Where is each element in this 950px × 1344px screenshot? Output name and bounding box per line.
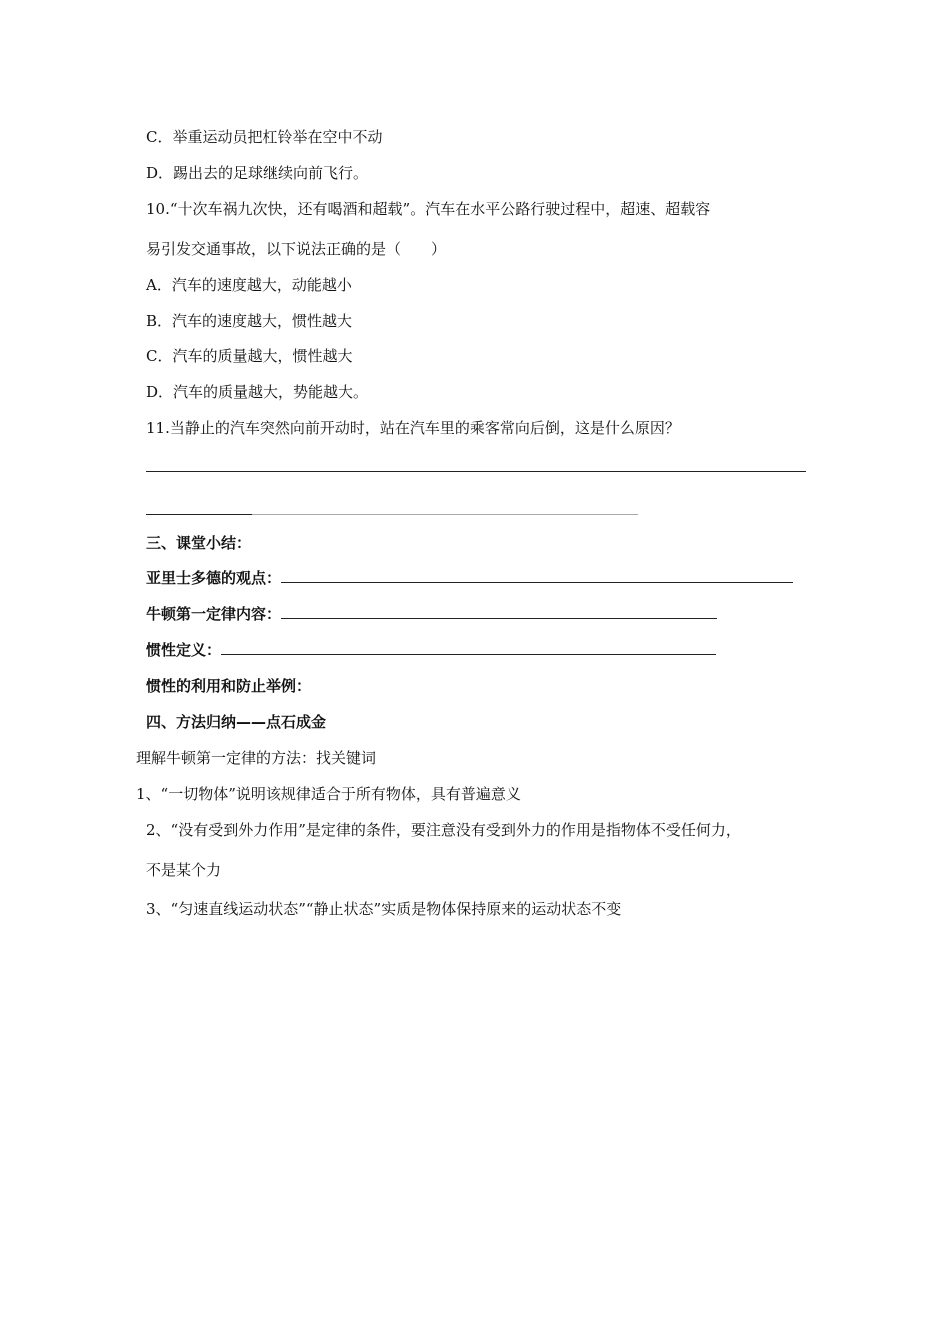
newton-law-label: 牛顿第一定律内容： <box>146 605 282 623</box>
inertia-definition-blank[interactable] <box>221 640 716 655</box>
q9-option-c: C．举重运动员把杠铃举在空中不动 <box>146 128 383 146</box>
q11-answer-line-2[interactable] <box>146 514 252 515</box>
inertia-definition-row <box>146 640 716 660</box>
q10-option-a: A．汽车的速度越大，动能越小 <box>146 276 352 294</box>
aristotle-label: 亚里士多德的观点： <box>146 569 282 587</box>
aristotle-row <box>146 568 793 588</box>
inertia-definition-label: 惯性定义： <box>146 641 222 659</box>
q11-answer-line-2-faint <box>252 514 638 515</box>
newton-law-blank[interactable] <box>281 604 717 619</box>
q11-stem: 11.当静止的汽车突然向前开动时，站在汽车里的乘客常向后倒，这是什么原因？ <box>146 419 680 437</box>
q10-option-d: D．汽车的质量越大，势能越大。 <box>146 383 369 401</box>
q9-option-d: D．踢出去的足球继续向前飞行。 <box>146 164 369 182</box>
inertia-examples-label: 惯性的利用和防止举例： <box>146 677 312 695</box>
method-point-1: 1、“一切物体”说明该规律适合于所有物体，具有普遍意义 <box>136 785 521 803</box>
method-point-3: 3、“匀速直线运动状态”“静止状态”实质是物体保持原来的运动状态不变 <box>146 900 622 918</box>
q10-option-c: C．汽车的质量越大，惯性越大 <box>146 347 353 365</box>
method-point-2-line1: 2、“没有受到外力作用”是定律的条件，要注意没有受到外力的作用是指物体不受任何力， <box>146 821 741 839</box>
newton-law-row <box>146 604 717 624</box>
q11-answer-line-1[interactable] <box>146 471 806 472</box>
method-point-2-line2: 不是某个力 <box>146 861 222 879</box>
q10-stem-line1: 10.“十次车祸九次快，还有喝酒和超载”。汽车在水平公路行驶过程中，超速、超载容 <box>146 200 711 218</box>
method-intro: 理解牛顿第一定律的方法：找关键词 <box>136 749 377 767</box>
q10-stem-line2: 易引发交通事故，以下说法正确的是（ ） <box>146 240 447 258</box>
method-heading: 四、方法归纳——点石成金 <box>146 713 327 731</box>
aristotle-blank[interactable] <box>281 568 793 583</box>
q10-option-b: B．汽车的速度越大，惯性越大 <box>146 312 353 330</box>
summary-heading: 三、课堂小结： <box>146 534 252 552</box>
